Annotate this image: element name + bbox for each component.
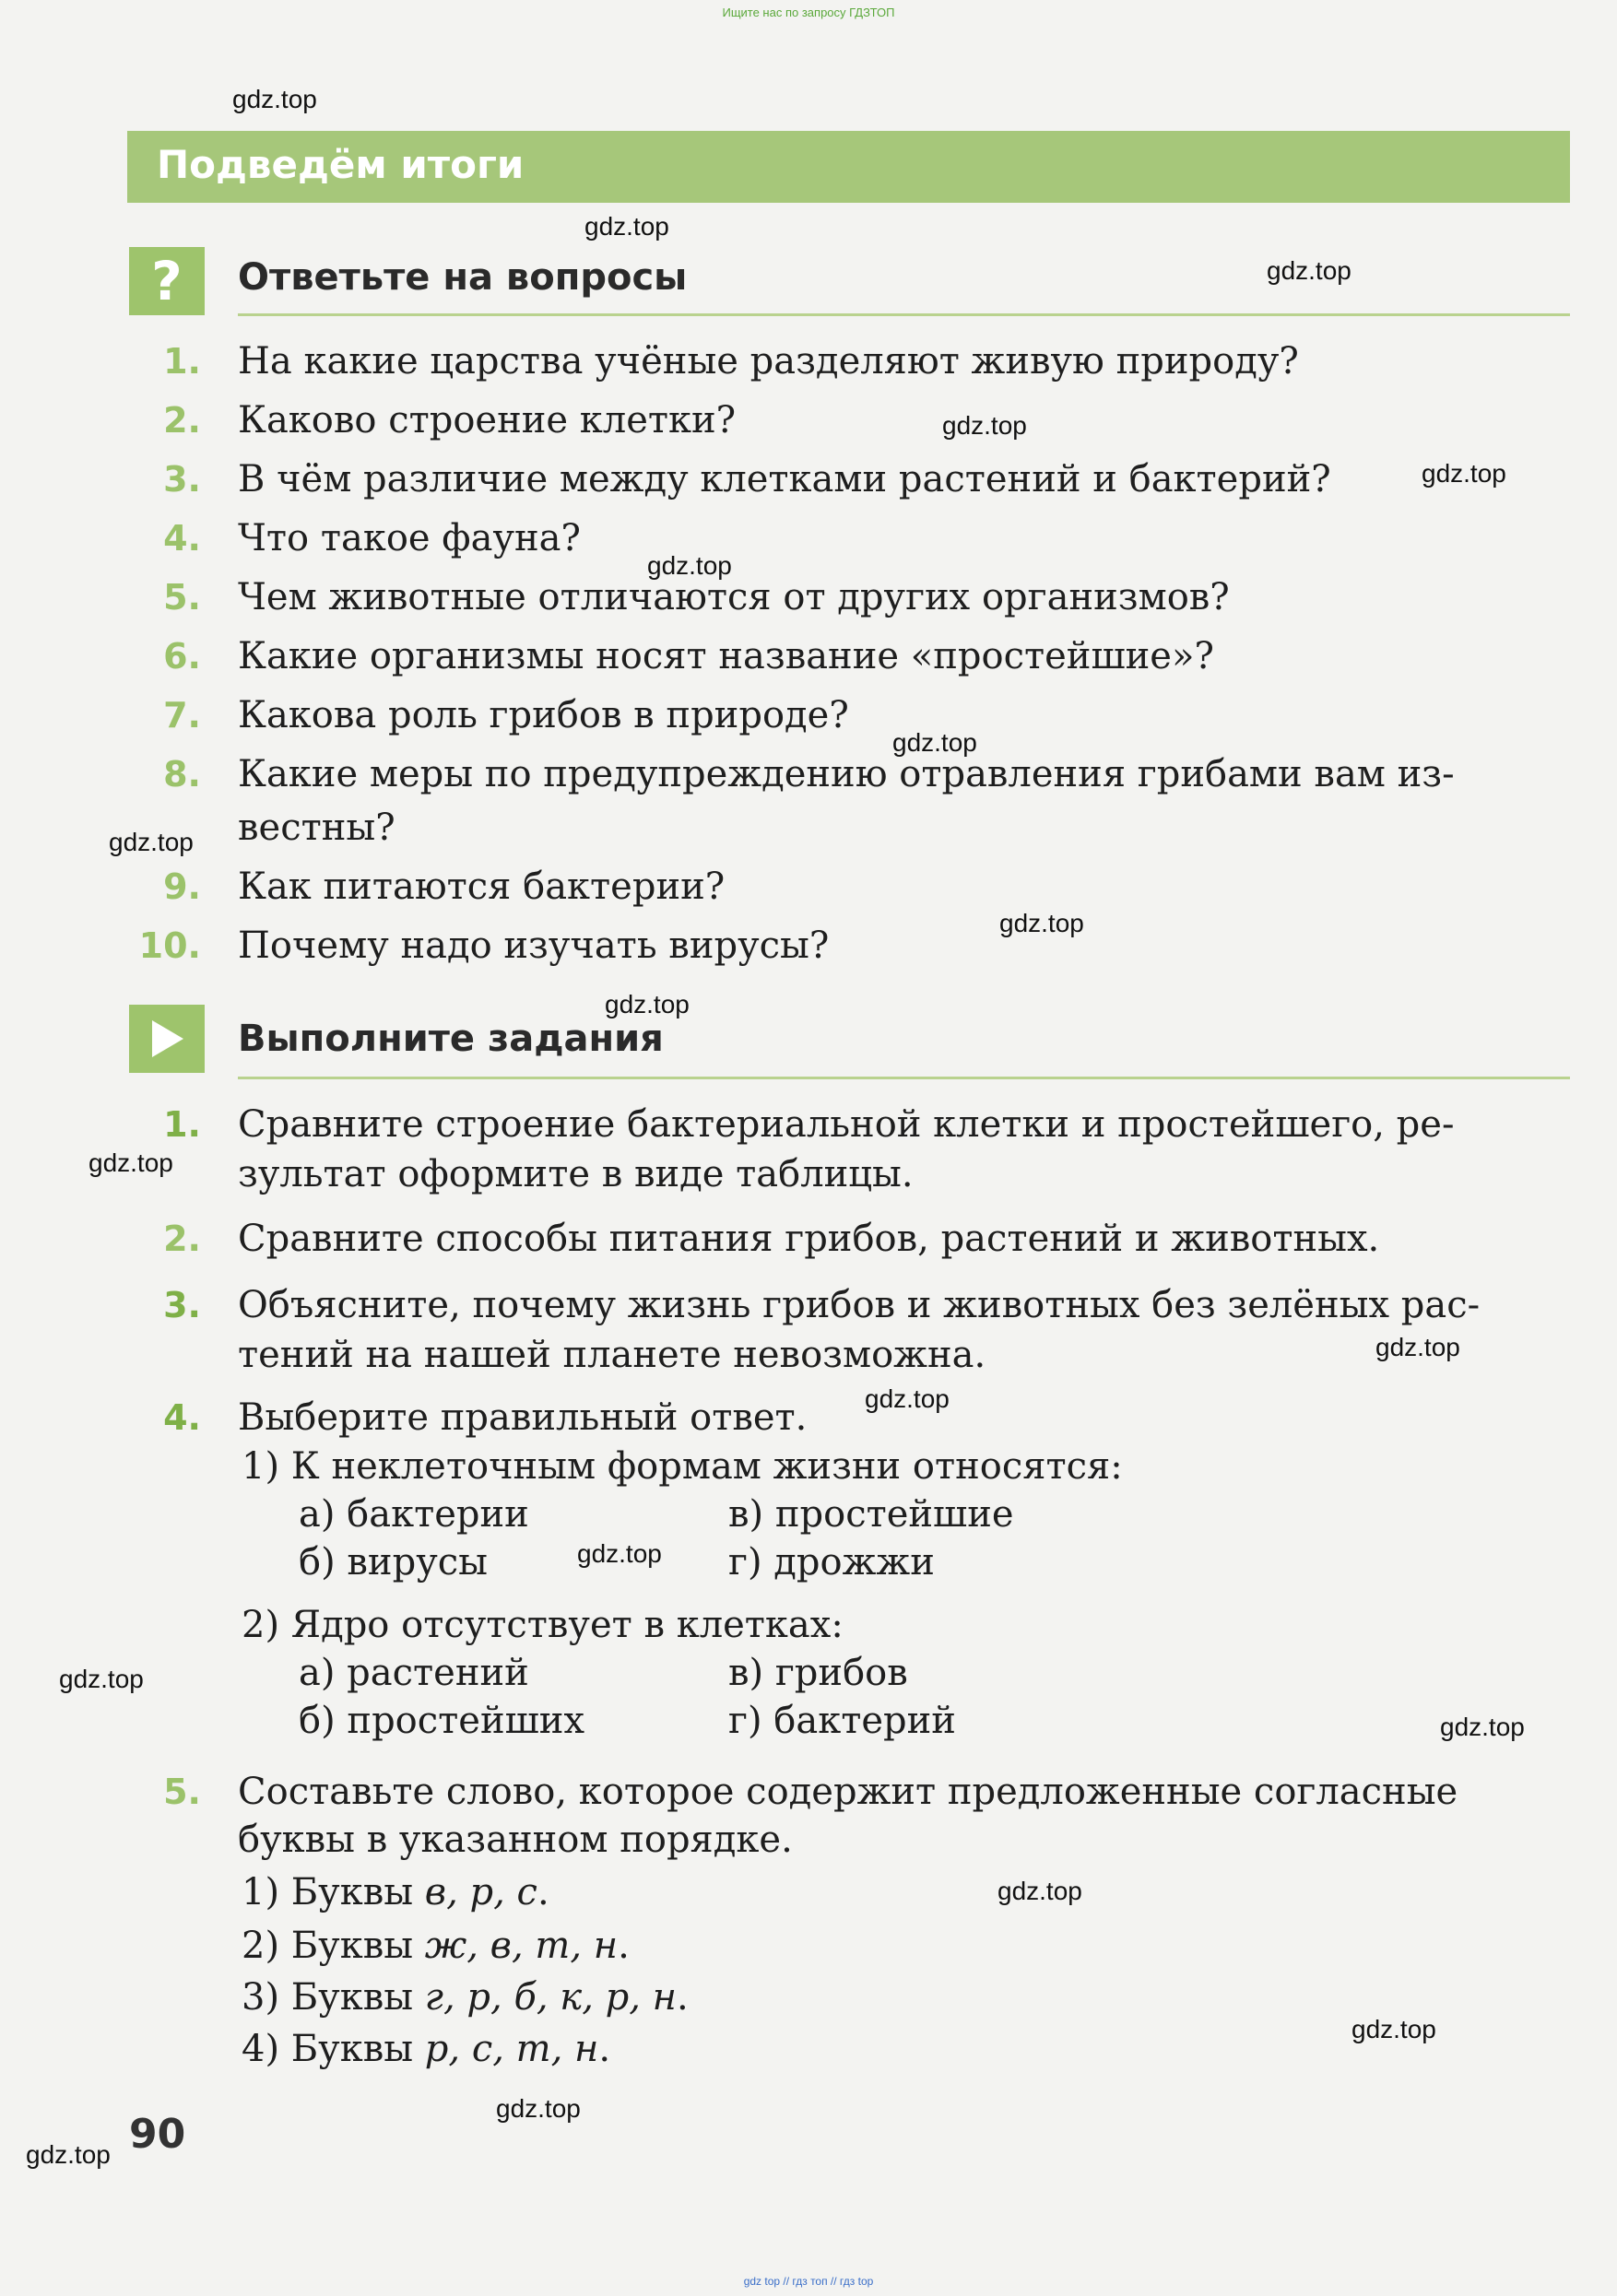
letters-label: 3) Буквы bbox=[242, 1976, 425, 2019]
watermark: gdz.top bbox=[59, 1665, 144, 1693]
watermark: gdz.top bbox=[232, 85, 317, 113]
question-text: Что такое фауна? bbox=[238, 517, 581, 559]
task-text: Выберите правильный ответ. bbox=[238, 1396, 808, 1439]
task-number: 4. bbox=[163, 1397, 201, 1438]
letters-label: 2) Буквы bbox=[242, 1925, 425, 1967]
task-text: Объясните, почему жизнь грибов и животных без зелёных рас- bbox=[238, 1284, 1481, 1326]
letters-value: р, с, т, н bbox=[424, 2028, 599, 2070]
section-title: Подведём итоги bbox=[157, 142, 525, 187]
letters-end: . bbox=[598, 2028, 611, 2070]
bottom-note: gdz top // гдз топ // гдз top bbox=[743, 2275, 874, 2288]
page-number: 90 bbox=[129, 2111, 186, 2158]
answer-option: б) простейших bbox=[299, 1700, 585, 1742]
questions-rule bbox=[238, 313, 1570, 316]
answer-option: в) грибов bbox=[728, 1652, 908, 1694]
question-text: На какие царства учёные разделяют живую природу? bbox=[238, 340, 1299, 383]
question-number: 2. bbox=[163, 400, 201, 441]
question-number: 3. bbox=[163, 459, 201, 500]
question-number: 6. bbox=[163, 636, 201, 677]
watermark: gdz.top bbox=[584, 212, 669, 241]
question-text: Какие меры по предупреждению отравления грибами вам из- bbox=[238, 753, 1455, 795]
question-text: Почему надо изучать вирусы? bbox=[238, 924, 830, 967]
watermark: gdz.top bbox=[496, 2094, 581, 2123]
watermark: gdz.top bbox=[999, 909, 1084, 937]
letters-end: . bbox=[537, 1871, 549, 1913]
answer-option: г) дрожжи bbox=[728, 1541, 935, 1584]
task-number: 1. bbox=[163, 1104, 201, 1145]
watermark: gdz.top bbox=[1375, 1333, 1460, 1361]
watermark: gdz.top bbox=[577, 1539, 662, 1568]
letters-value: г, р, б, к, р, н bbox=[424, 1976, 678, 2019]
question-number: 7. bbox=[163, 695, 201, 736]
watermark: gdz.top bbox=[109, 828, 194, 856]
answer-option: г) бактерий bbox=[728, 1700, 956, 1742]
letters-label: 1) Буквы bbox=[242, 1871, 425, 1913]
letters-label: 4) Буквы bbox=[242, 2028, 425, 2070]
section-banner bbox=[127, 131, 1570, 203]
question-number: 1. bbox=[163, 341, 201, 382]
answer-option: а) растений bbox=[299, 1652, 529, 1694]
question-number: 4. bbox=[163, 518, 201, 559]
letters-item bbox=[242, 1976, 689, 2019]
tasks-rule bbox=[238, 1077, 1570, 1079]
task-text-continued: буквы в указанном порядке. bbox=[238, 1819, 793, 1861]
sub-question: 1) К неклеточным формам жизни относятся: bbox=[242, 1445, 1123, 1488]
question-number: 5. bbox=[163, 577, 201, 618]
watermark: gdz.top bbox=[942, 411, 1027, 440]
letters-item bbox=[242, 1925, 630, 1967]
task-text: Составьте слово, которое содержит предложенные согласные bbox=[238, 1771, 1458, 1813]
tasks-title: Выполните задания bbox=[238, 1018, 664, 1060]
watermark: gdz.top bbox=[647, 551, 732, 580]
question-mark-icon: ? bbox=[129, 247, 205, 315]
question-text: В чём различие между клетками растений и бактерий? bbox=[238, 458, 1331, 500]
answer-option: в) простейшие bbox=[728, 1493, 1014, 1536]
play-icon bbox=[129, 1005, 205, 1073]
letters-end: . bbox=[618, 1925, 630, 1967]
watermark: gdz.top bbox=[89, 1148, 173, 1177]
question-text: Какова роль грибов в природе? bbox=[238, 694, 849, 736]
task-number: 3. bbox=[163, 1285, 201, 1325]
watermark: gdz.top bbox=[1422, 459, 1506, 488]
watermark: gdz.top bbox=[1267, 256, 1351, 285]
question-number: 10. bbox=[138, 925, 201, 966]
question-text: Каково строение клетки? bbox=[238, 399, 737, 442]
task-text-continued: тений на нашей планете невозможна. bbox=[238, 1334, 986, 1376]
watermark: gdz.top bbox=[865, 1384, 950, 1413]
top-note: Ищите нас по запросу ГДЗТОП bbox=[722, 6, 895, 19]
task-text: Сравните способы питания грибов, растений и животных. bbox=[238, 1218, 1380, 1260]
task-text-continued: зультат оформите в виде таблицы. bbox=[238, 1153, 914, 1195]
watermark: gdz.top bbox=[1351, 2015, 1436, 2043]
letters-value: ж, в, т, н bbox=[424, 1925, 619, 1967]
watermark: gdz.top bbox=[997, 1877, 1082, 1905]
question-text: Как питаются бактерии? bbox=[238, 865, 726, 908]
letters-end: . bbox=[677, 1976, 689, 2019]
answer-option: б) вирусы bbox=[299, 1541, 488, 1584]
watermark: gdz.top bbox=[605, 990, 690, 1018]
questions-title: Ответьте на вопросы bbox=[238, 256, 688, 299]
sub-question: 2) Ядро отсутствует в клетках: bbox=[242, 1604, 844, 1646]
answer-option: а) бактерии bbox=[299, 1493, 529, 1536]
watermark: gdz.top bbox=[26, 2140, 111, 2169]
question-number: 9. bbox=[163, 866, 201, 907]
question-text-continued: вестны? bbox=[238, 807, 395, 849]
task-number: 5. bbox=[163, 1772, 201, 1812]
watermark: gdz.top bbox=[892, 728, 977, 757]
question-text: Чем животные отличаются от других организмов? bbox=[238, 576, 1230, 618]
letters-item bbox=[242, 2028, 610, 2070]
task-text: Сравните строение бактериальной клетки и простейшего, ре- bbox=[238, 1103, 1455, 1146]
watermark: gdz.top bbox=[1440, 1713, 1525, 1741]
task-number: 2. bbox=[163, 1219, 201, 1259]
letters-value: в, р, с bbox=[424, 1871, 537, 1913]
question-text: Какие организмы носят название «простейшие»? bbox=[238, 635, 1214, 677]
question-number: 8. bbox=[163, 754, 201, 795]
letters-item bbox=[242, 1871, 549, 1913]
